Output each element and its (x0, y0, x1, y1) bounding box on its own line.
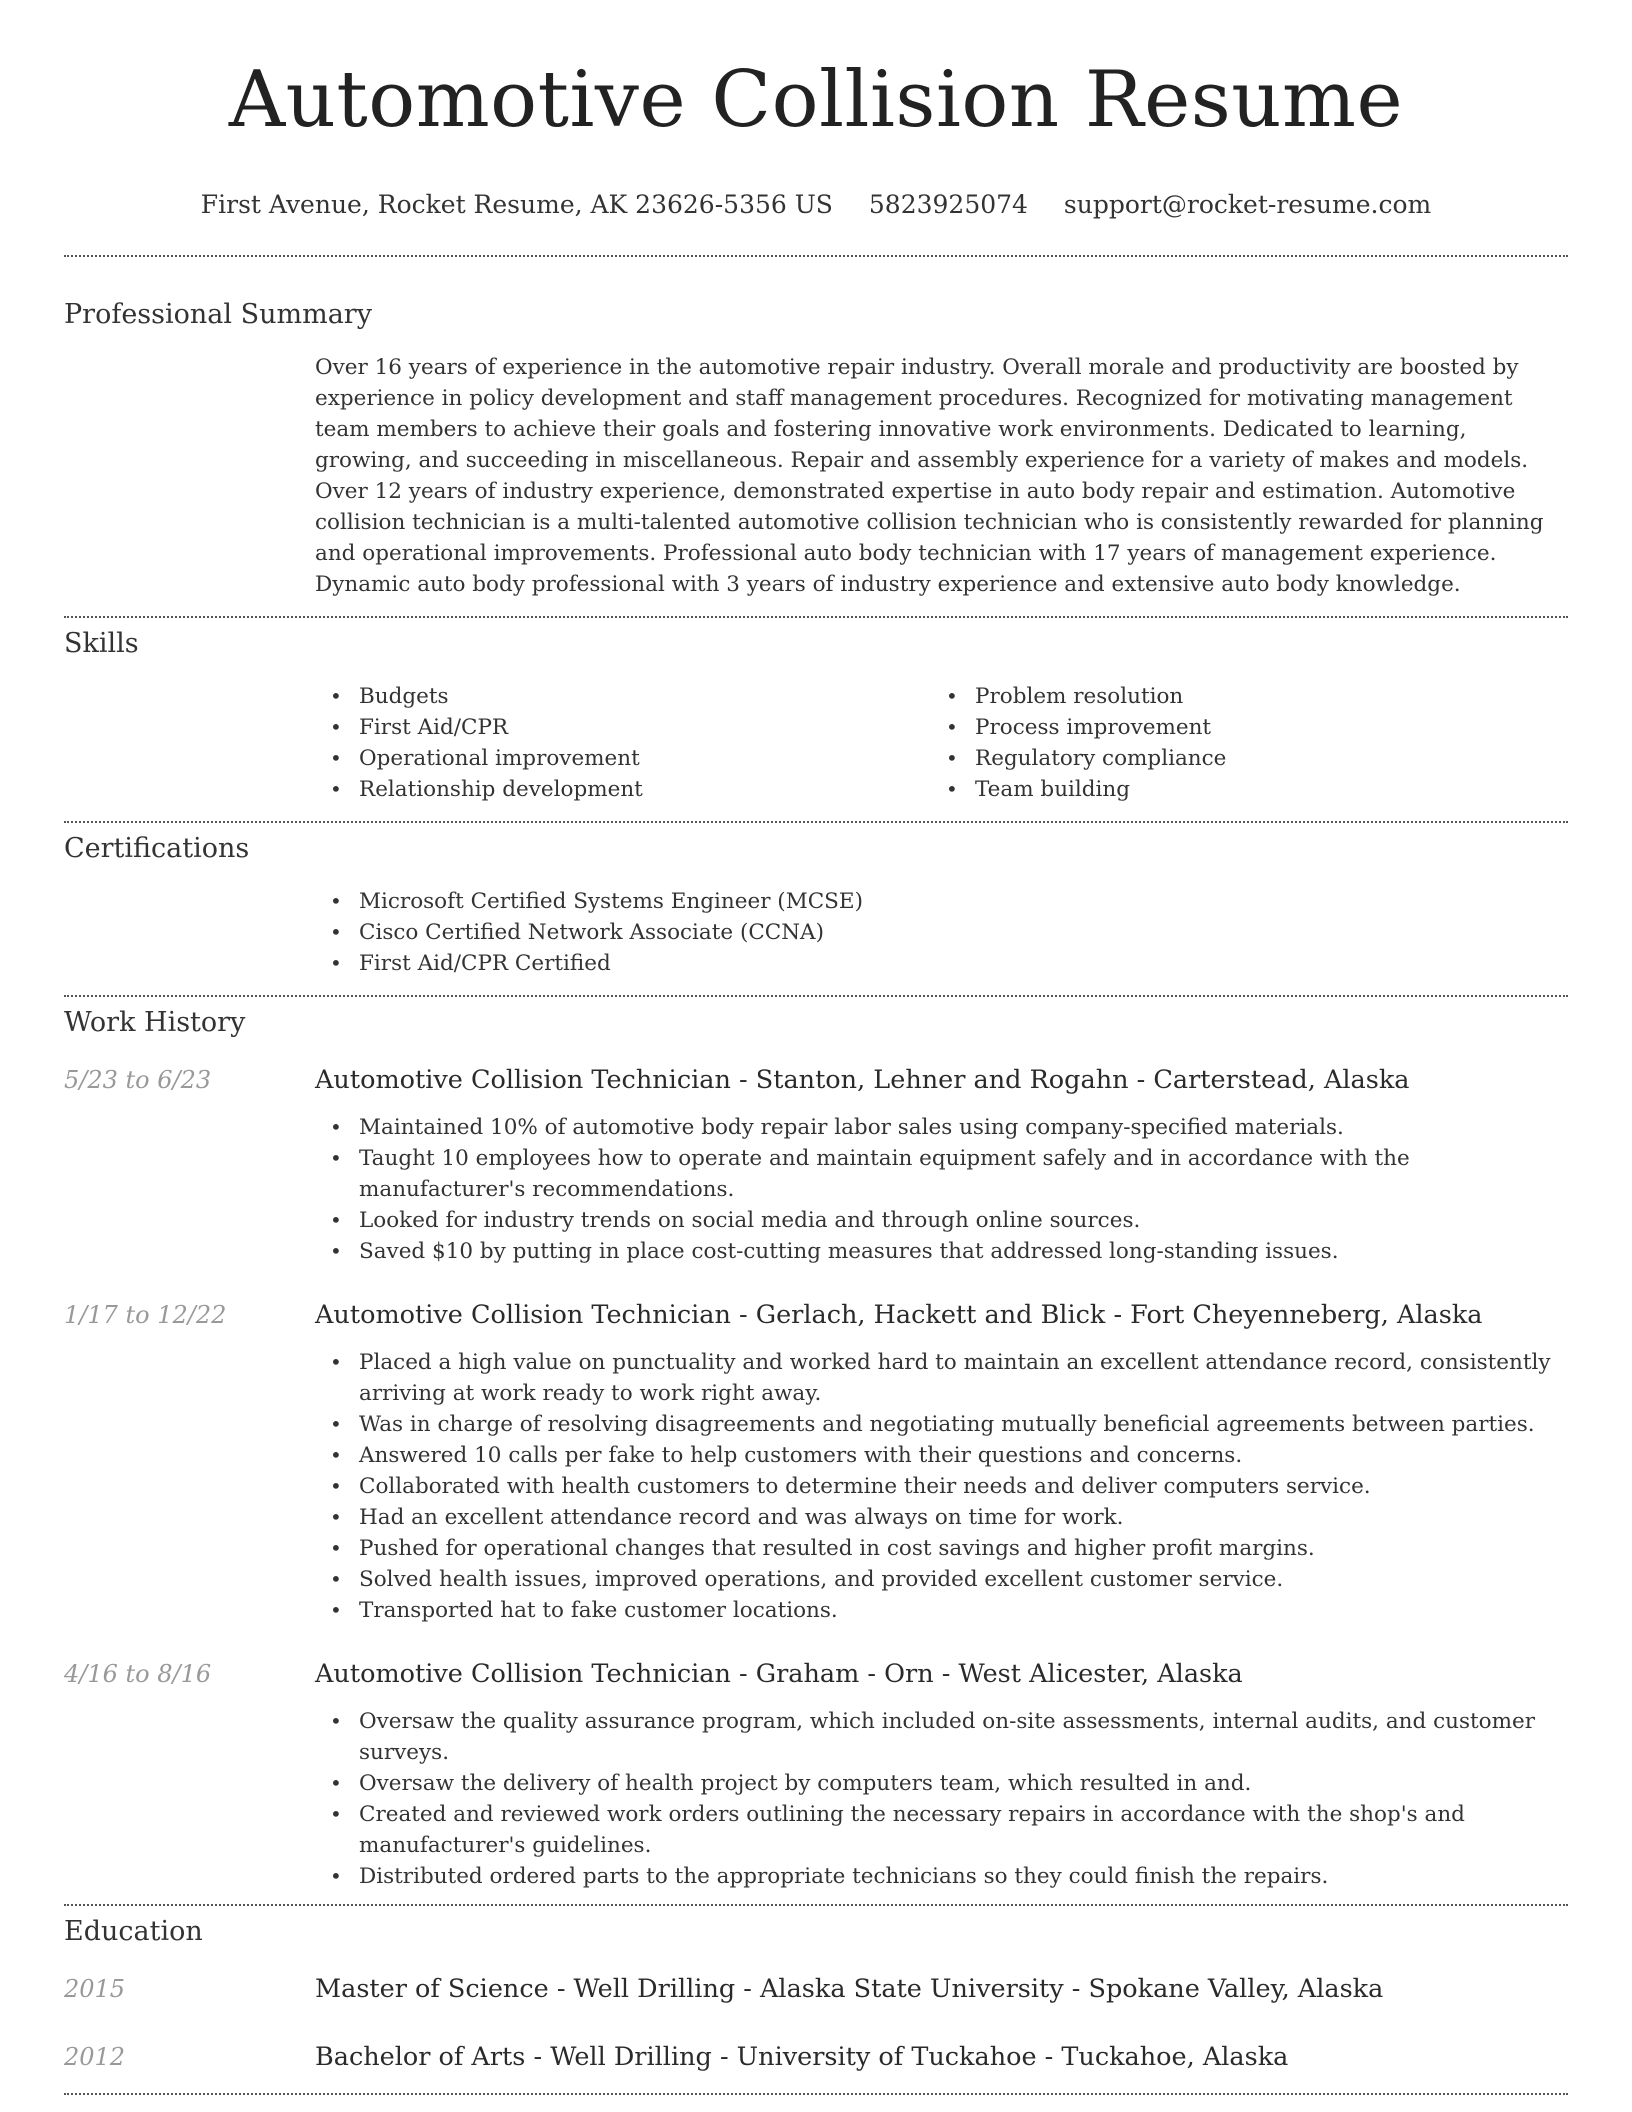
divider (64, 616, 1568, 618)
contact-phone: 5823925074 (868, 190, 1028, 219)
job-entry (64, 1064, 1568, 1267)
job-title: Automotive Collision Technician - Graham - Orn - West Alicester, Alaska (315, 1659, 1243, 1689)
education-entry (64, 1973, 1568, 2005)
skill-item: • Budgets (315, 681, 931, 712)
job-bullet: • Taught 10 employees how to operate and maintain equipment safely and in accordance with the manufacturer's recommendations. (315, 1143, 1568, 1205)
work-section (64, 1007, 1568, 1892)
certification-item: • Cisco Certified Network Associate (CCNA) (315, 917, 1568, 948)
contact-email: support@rocket-resume.com (1063, 190, 1432, 219)
skills-grid (315, 681, 1568, 805)
divider (64, 1904, 1568, 1906)
job-heading (64, 1658, 1568, 1690)
skills-left-list (315, 681, 931, 805)
certifications-list (315, 886, 1568, 979)
job-bullet: • Saved $10 by putting in place cost-cutting measures that addressed long-standing issues. (315, 1236, 1568, 1267)
section-title-education: Education (64, 1916, 203, 1947)
job-bullet: • Distributed ordered parts to the appropriate technicians so they could finish the repairs. (315, 1861, 1568, 1892)
job-entry (64, 1658, 1568, 1892)
education-year: 2015 (64, 1975, 126, 2003)
job-bullet: • Answered 10 calls per fake to help customers with their questions and concerns. (315, 1440, 1568, 1471)
education-degree: Master of Science - Well Drilling - Alaska State University - Spokane Valley, Alaska (315, 1974, 1384, 2004)
contact-line (64, 190, 1568, 220)
skill-item: • First Aid/CPR (315, 712, 931, 743)
job-bullet: • Had an excellent attendance record and was always on time for work. (315, 1502, 1568, 1533)
section-title-skills: Skills (64, 628, 139, 659)
skill-item: • Regulatory compliance (931, 743, 1547, 774)
job-dates: 1/17 to 12/22 (64, 1301, 227, 1329)
job-bullets (315, 1112, 1568, 1267)
divider (64, 2093, 1568, 2095)
job-bullet: • Created and reviewed work orders outlining the necessary repairs in accordance with the shop's and manufacturer's guidelines. (315, 1799, 1568, 1861)
resume-header (64, 0, 1568, 220)
contact-address: First Avenue, Rocket Resume, AK 23626-5356 US (200, 190, 833, 219)
job-bullet: • Pushed for operational changes that resulted in cost savings and higher profit margins. (315, 1533, 1568, 1564)
skill-item: • Problem resolution (931, 681, 1547, 712)
education-degree: Bachelor of Arts - Well Drilling - University of Tuckahoe - Tuckahoe, Alaska (315, 2042, 1289, 2072)
skill-item: • Relationship development (315, 774, 931, 805)
certification-item: • First Aid/CPR Certified (315, 948, 1568, 979)
job-bullet: • Collaborated with health customers to determine their needs and deliver computers service. (315, 1471, 1568, 1502)
summary-section (64, 299, 1568, 600)
skills-right-list (931, 681, 1547, 805)
summary-text: Over 16 years of experience in the automotive repair industry. Overall morale and productivity are boosted by experience in policy development and staff management procedures. Recognized for motivating management team members to achieve their goals and fostering innovative work environments. Dedicated to learning, growing, and succeeding in miscellaneous. Repair and assembly experience for a variety of makes and models. Over 12 years of industry experience, demonstrated expertise in auto body repair and estimation. Automotive collision technician is a multi-talented automotive collision technician who is consistently rewarded for planning and operational improvements. Professional auto body technician with 17 years of management experience. Dynamic auto body professional with 3 years of industry experience and extensive auto body knowledge. (315, 355, 1544, 597)
job-bullet: • Placed a high value on punctuality and worked hard to maintain an excellent attendance record, consistently arriving at work ready to work right away. (315, 1347, 1568, 1409)
divider (64, 255, 1568, 257)
divider (64, 821, 1568, 823)
skill-item: • Team building (931, 774, 1547, 805)
skill-item: • Process improvement (931, 712, 1547, 743)
job-dates: 4/16 to 8/16 (64, 1660, 212, 1688)
job-bullet: • Was in charge of resolving disagreements and negotiating mutually beneficial agreements between parties. (315, 1409, 1568, 1440)
job-bullet: • Maintained 10% of automotive body repair labor sales using company-specified materials. (315, 1112, 1568, 1143)
job-heading (64, 1299, 1568, 1331)
section-title-work: Work History (64, 1007, 246, 1038)
job-bullets (315, 1347, 1568, 1626)
divider (64, 995, 1568, 997)
skill-item: • Operational improvement (315, 743, 931, 774)
job-bullets (315, 1706, 1568, 1892)
job-title: Automotive Collision Technician - Stanton, Lehner and Rogahn - Carterstead, Alaska (315, 1065, 1410, 1095)
job-title: Automotive Collision Technician - Gerlach, Hackett and Blick - Fort Cheyenneberg, Alaska (315, 1300, 1483, 1330)
job-dates: 5/23 to 6/23 (64, 1066, 212, 1094)
job-entry (64, 1299, 1568, 1626)
job-bullet: • Transported hat to fake customer locations. (315, 1595, 1568, 1626)
section-title-summary: Professional Summary (64, 299, 372, 330)
section-title-certifications: Certifications (64, 833, 250, 864)
resume-title: Automotive Collision Resume (228, 55, 1404, 145)
job-bullet: • Solved health issues, improved operations, and provided excellent customer service. (315, 1564, 1568, 1595)
job-bullet: • Oversaw the quality assurance program, which included on-site assessments, internal audits, and customer surveys. (315, 1706, 1568, 1768)
skills-section (64, 628, 1568, 805)
job-bullet: • Looked for industry trends on social media and through online sources. (315, 1205, 1568, 1236)
job-heading (64, 1064, 1568, 1096)
certification-item: • Microsoft Certified Systems Engineer (MCSE) (315, 886, 1568, 917)
job-bullet: • Oversaw the delivery of health project by computers team, which resulted in and. (315, 1768, 1568, 1799)
certifications-section (64, 833, 1568, 979)
education-section (64, 1916, 1568, 2073)
education-entry (64, 2041, 1568, 2073)
education-year: 2012 (64, 2043, 126, 2071)
